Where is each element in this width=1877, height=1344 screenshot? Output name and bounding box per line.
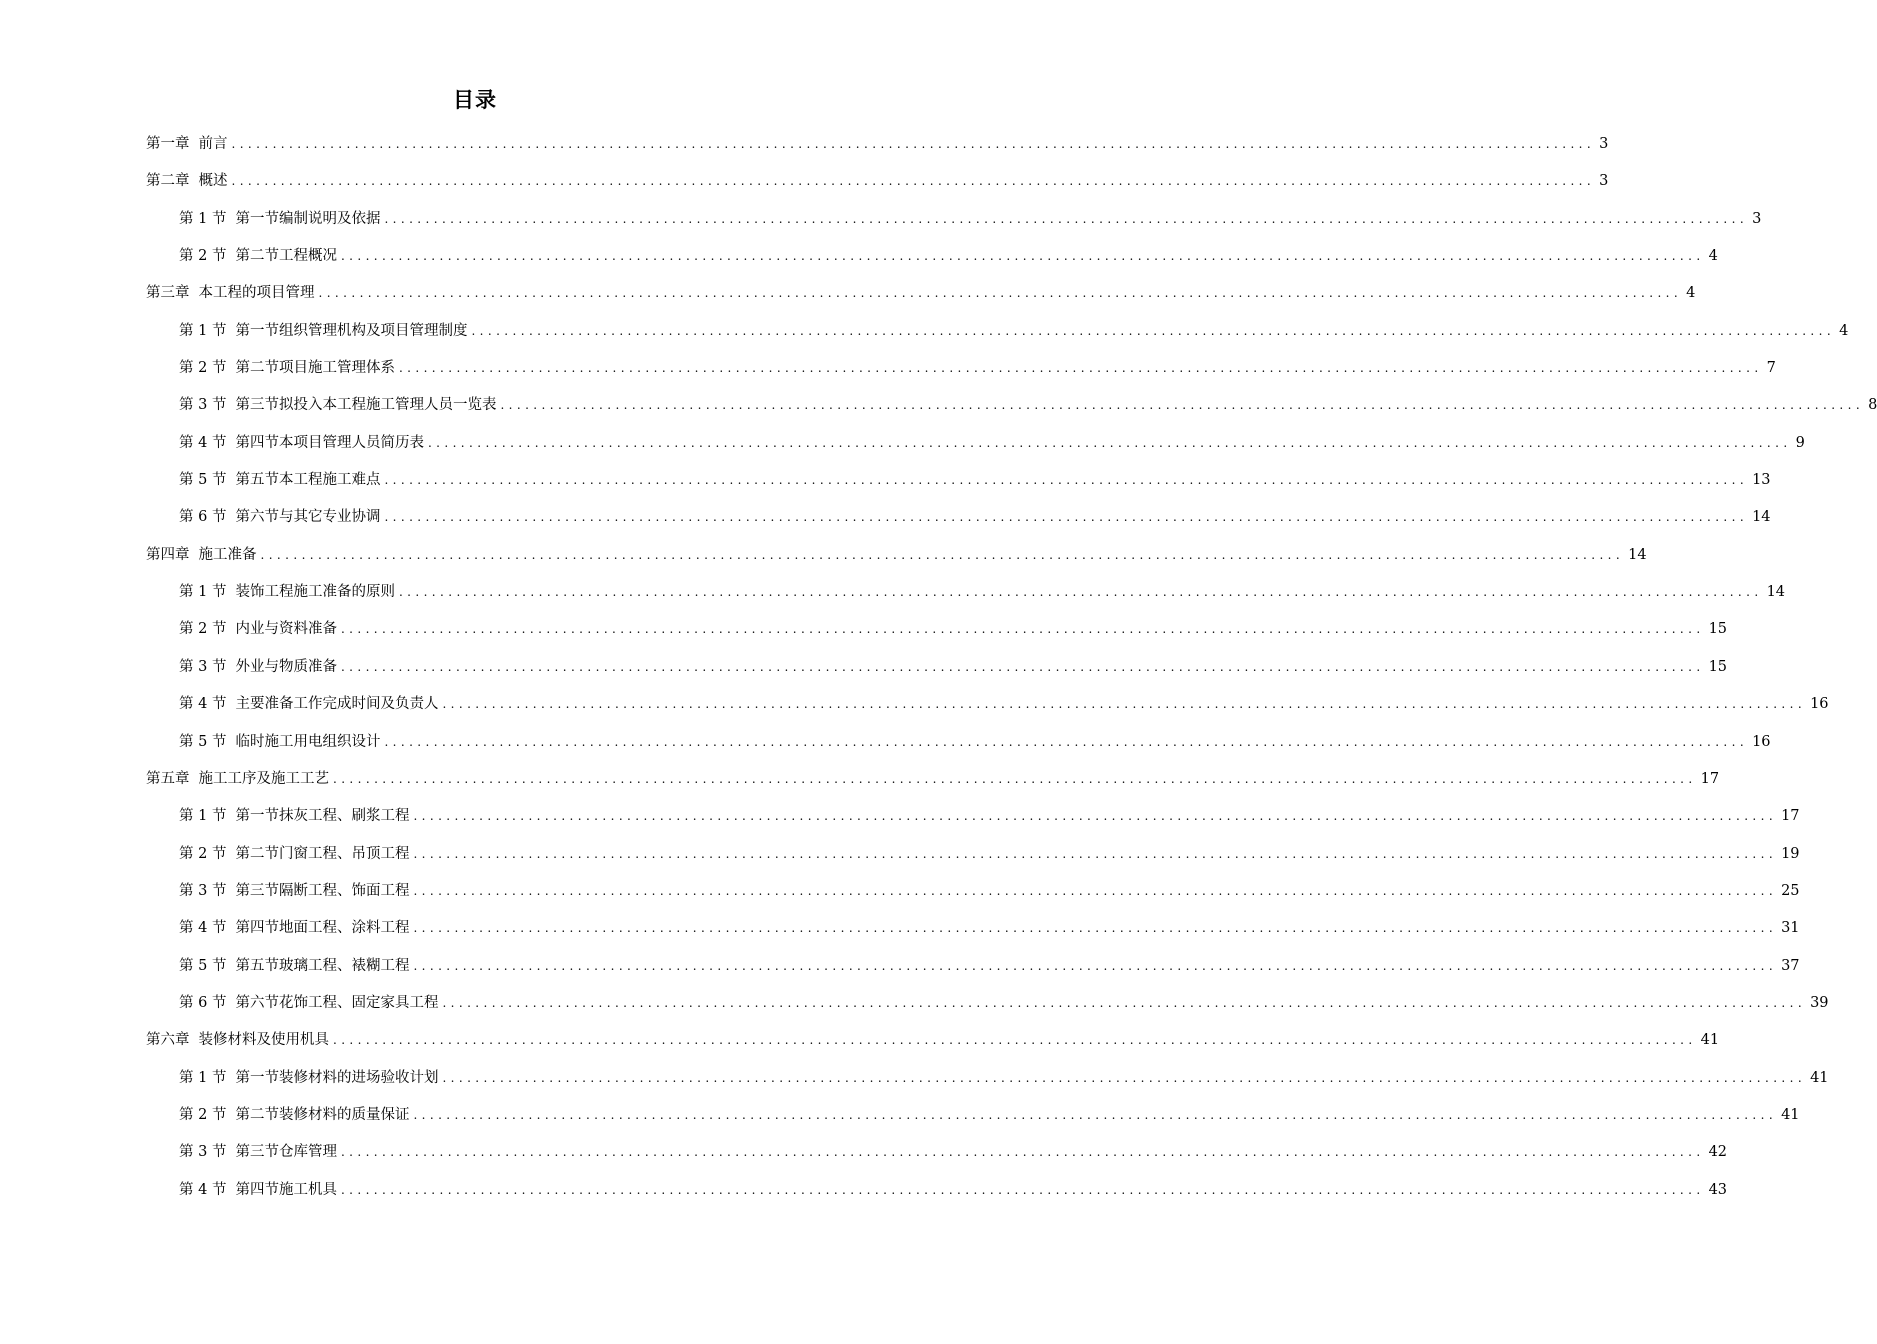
toc-entry-number: 第 2 节 <box>179 248 227 265</box>
toc-entry-number: 第二章 <box>146 173 190 190</box>
toc-entry-dot-leader: ...................................................................................................................................................................... <box>340 249 1705 264</box>
toc-entry-text: 内业与资料准备 <box>235 621 337 638</box>
toc-entry-page-number: 13 <box>1752 472 1771 489</box>
toc-entry-page-number: 16 <box>1810 696 1829 713</box>
toc-entry-number: 第 4 节 <box>179 1181 227 1198</box>
toc-entry-page-number: 25 <box>1781 882 1800 899</box>
toc-entry[interactable] <box>146 238 1718 275</box>
toc-entry-dot-leader: ...................................................................................................................................................................... <box>427 435 1792 450</box>
toc-entry-number: 第 2 节 <box>179 845 227 862</box>
toc-entry-dot-leader: ...................................................................................................................................................................... <box>384 510 1749 525</box>
toc-entry-text: 第六节花饰工程、固定家具工程 <box>235 994 439 1011</box>
toc-entry-number: 第 6 节 <box>179 994 227 1011</box>
toc-entry-number: 第 6 节 <box>179 509 227 526</box>
toc-entry[interactable] <box>146 1134 1728 1171</box>
toc-title: 目录 <box>453 88 497 112</box>
toc-entry[interactable] <box>146 836 1800 873</box>
toc-entry-dot-leader: ...................................................................................................................................................................... <box>413 1107 1778 1122</box>
toc-entry-page-number: 4 <box>1708 248 1718 265</box>
toc-entry-page-number: 15 <box>1708 621 1728 638</box>
toc-entry-page-number: 37 <box>1781 957 1800 974</box>
toc-entry-text: 第三节仓库管理 <box>235 1144 337 1161</box>
toc-entry-dot-leader: ...................................................................................................................................................................... <box>398 361 1763 376</box>
toc-entry-text: 主要准备工作完成时间及负责人 <box>235 696 439 713</box>
toc-entry[interactable] <box>146 387 1877 424</box>
toc-entry-dot-leader: ...................................................................................................................................................................... <box>340 1145 1705 1160</box>
toc-entry[interactable] <box>146 163 1609 200</box>
toc-entry-page-number: 17 <box>1781 808 1800 825</box>
toc-entry-text: 第二节工程概况 <box>235 248 337 265</box>
toc-entry-dot-leader: ...................................................................................................................................................................... <box>231 137 1596 151</box>
toc-entry-page-number: 4 <box>1686 285 1696 302</box>
toc-entry[interactable] <box>146 350 1776 387</box>
toc-entry-number: 第 3 节 <box>179 397 227 414</box>
toc-entry[interactable] <box>146 948 1800 985</box>
toc-entry[interactable] <box>146 1060 1829 1097</box>
toc-entry-text: 第六节与其它专业协调 <box>235 509 381 526</box>
toc-entry-number: 第六章 <box>146 1032 190 1049</box>
toc-entry-page-number: 17 <box>1700 770 1720 787</box>
toc-entry-number: 第三章 <box>146 285 190 302</box>
toc-entry-page-number: 41 <box>1810 1069 1829 1086</box>
toc-entry-number: 第 1 节 <box>179 584 227 601</box>
toc-entry-page-number: 14 <box>1628 546 1647 563</box>
toc-entry-page-number: 15 <box>1708 658 1728 675</box>
toc-entry-text: 第一节装修材料的进场验收计划 <box>235 1069 439 1086</box>
toc-entry-dot-leader: ...................................................................................................................................................................... <box>318 286 1683 301</box>
toc-entry[interactable] <box>146 611 1728 648</box>
toc-entry-number: 第 1 节 <box>179 210 227 227</box>
toc-entry-dot-leader: ...................................................................................................................................................................... <box>384 734 1749 749</box>
toc-entry-page-number: 42 <box>1708 1144 1728 1161</box>
toc-entry-page-number: 9 <box>1795 434 1805 451</box>
toc-entry-dot-leader: ...................................................................................................................................................................... <box>442 995 1807 1010</box>
toc-entry-number: 第四章 <box>146 546 190 563</box>
toc-entry-dot-leader: ...................................................................................................................................................................... <box>231 174 1596 189</box>
toc-entry-number: 第五章 <box>146 770 190 787</box>
toc-entry[interactable] <box>146 313 1849 350</box>
toc-entry-text: 第三节隔断工程、饰面工程 <box>235 882 410 899</box>
toc-entry-number: 第 4 节 <box>179 920 227 937</box>
toc-entry-number: 第 2 节 <box>179 360 227 377</box>
toc-entry-page-number: 43 <box>1708 1181 1728 1198</box>
toc-entry-page-number: 7 <box>1766 360 1776 377</box>
table-of-contents <box>146 126 1877 1209</box>
toc-entry-number: 第 4 节 <box>179 696 227 713</box>
toc-entry-number: 第 5 节 <box>179 472 227 489</box>
toc-entry-text: 装饰工程施工准备的原则 <box>235 584 395 601</box>
toc-entry[interactable] <box>146 910 1800 947</box>
toc-entry-text: 施工准备 <box>198 546 257 563</box>
toc-entry-dot-leader: ...................................................................................................................................................................... <box>340 622 1705 637</box>
toc-entry-text: 第二节装修材料的质量保证 <box>235 1106 410 1123</box>
toc-entry-page-number: 8 <box>1868 397 1877 414</box>
toc-entry-text: 临时施工用电组织设计 <box>235 733 381 750</box>
toc-entry-dot-leader: ...................................................................................................................................................................... <box>340 1182 1705 1197</box>
toc-entry-text: 外业与物质准备 <box>235 658 337 675</box>
toc-entry-dot-leader: ...................................................................................................................................................................... <box>442 697 1807 712</box>
toc-entry-text: 第四节本项目管理人员简历表 <box>235 434 424 451</box>
toc-entry-page-number: 14 <box>1766 584 1786 601</box>
toc-entry-page-number: 39 <box>1810 994 1829 1011</box>
toc-entry[interactable] <box>146 1097 1800 1134</box>
toc-entry-dot-leader: ...................................................................................................................................................................... <box>413 809 1778 824</box>
toc-entry[interactable] <box>146 761 1720 798</box>
toc-entry-dot-leader: ...................................................................................................................................................................... <box>333 771 1697 786</box>
toc-entry-number: 第 3 节 <box>179 658 227 675</box>
toc-entry-dot-leader: ...................................................................................................................................................................... <box>340 659 1705 674</box>
toc-entry-dot-leader: ...................................................................................................................................................................... <box>413 921 1778 936</box>
toc-entry-text: 前言 <box>198 136 228 152</box>
toc-entry-number: 第 2 节 <box>179 1106 227 1123</box>
toc-entry[interactable] <box>146 798 1800 835</box>
toc-entry-text: 第三节拟投入本工程施工管理人员一览表 <box>235 397 497 414</box>
toc-entry-dot-leader: ...................................................................................................................................................................... <box>260 547 1625 562</box>
toc-entry[interactable] <box>146 1022 1720 1059</box>
toc-entry-page-number: 3 <box>1599 136 1609 152</box>
toc-entry-page-number: 41 <box>1700 1032 1720 1049</box>
toc-entry-text: 本工程的项目管理 <box>198 285 315 302</box>
toc-entry-dot-leader: ...................................................................................................................................................................... <box>413 958 1778 973</box>
toc-entry-number: 第 4 节 <box>179 434 227 451</box>
toc-entry-text: 第二节门窗工程、吊顶工程 <box>235 845 410 862</box>
toc-entry-dot-leader: ...................................................................................................................................................................... <box>413 846 1778 861</box>
toc-entry-page-number: 31 <box>1781 920 1800 937</box>
toc-entry-text: 第五节本工程施工难点 <box>235 472 381 489</box>
toc-entry[interactable] <box>146 275 1696 312</box>
toc-entry-text: 第一节编制说明及依据 <box>235 210 381 227</box>
toc-entry-number: 第 3 节 <box>179 1144 227 1161</box>
toc-entry-text: 第四节地面工程、涂料工程 <box>235 920 410 937</box>
toc-entry-number: 第 1 节 <box>179 1069 227 1086</box>
toc-entry[interactable] <box>146 686 1829 723</box>
toc-entry[interactable] <box>146 724 1771 761</box>
toc-entry[interactable] <box>146 425 1805 462</box>
toc-entry[interactable] <box>146 537 1647 574</box>
toc-entry-dot-leader: ...................................................................................................................................................................... <box>442 1070 1807 1085</box>
toc-entry-text: 第一节组织管理机构及项目管理制度 <box>235 322 468 339</box>
toc-entry-number: 第一章 <box>146 136 190 152</box>
toc-entry[interactable] <box>146 1172 1728 1209</box>
toc-entry-number: 第 1 节 <box>179 322 227 339</box>
toc-entry[interactable] <box>146 201 1762 238</box>
toc-entry-dot-leader: ...................................................................................................................................................................... <box>384 473 1749 488</box>
toc-entry[interactable] <box>146 126 1609 163</box>
toc-entry-text: 概述 <box>198 173 228 190</box>
toc-entry-page-number: 3 <box>1599 173 1609 190</box>
toc-entry-number: 第 2 节 <box>179 621 227 638</box>
toc-entry[interactable] <box>146 499 1771 536</box>
toc-entry[interactable] <box>146 649 1728 686</box>
toc-entry-text: 第一节抹灰工程、刷浆工程 <box>235 808 410 825</box>
toc-entry-page-number: 41 <box>1781 1106 1800 1123</box>
toc-entry-dot-leader: ...................................................................................................................................................................... <box>398 585 1763 600</box>
toc-entry-page-number: 3 <box>1752 210 1762 227</box>
toc-entry-text: 第二节项目施工管理体系 <box>235 360 395 377</box>
toc-entry-text: 装修材料及使用机具 <box>198 1032 329 1049</box>
toc-entry-dot-leader: ...................................................................................................................................................................... <box>500 398 1865 413</box>
toc-entry-page-number: 14 <box>1752 509 1771 526</box>
toc-entry-dot-leader: ...................................................................................................................................................................... <box>333 1033 1697 1048</box>
toc-entry-page-number: 19 <box>1781 845 1800 862</box>
toc-entry-text: 第五节玻璃工程、裱糊工程 <box>235 957 410 974</box>
toc-entry[interactable] <box>146 574 1786 611</box>
toc-entry-page-number: 16 <box>1752 733 1771 750</box>
toc-entry-text: 施工工序及施工工艺 <box>198 770 329 787</box>
toc-entry-number: 第 1 节 <box>179 808 227 825</box>
toc-entry-number: 第 5 节 <box>179 957 227 974</box>
toc-entry-dot-leader: ...................................................................................................................................................................... <box>384 211 1749 226</box>
toc-entry-dot-leader: ...................................................................................................................................................................... <box>413 883 1778 898</box>
toc-entry-number: 第 5 节 <box>179 733 227 750</box>
toc-entry[interactable] <box>146 985 1829 1022</box>
toc-entry[interactable] <box>146 462 1771 499</box>
toc-entry[interactable] <box>146 873 1800 910</box>
toc-entry-text: 第四节施工机具 <box>235 1181 337 1198</box>
toc-entry-number: 第 3 节 <box>179 882 227 899</box>
toc-entry-page-number: 4 <box>1839 322 1849 339</box>
toc-entry-dot-leader: ...................................................................................................................................................................... <box>471 323 1836 338</box>
